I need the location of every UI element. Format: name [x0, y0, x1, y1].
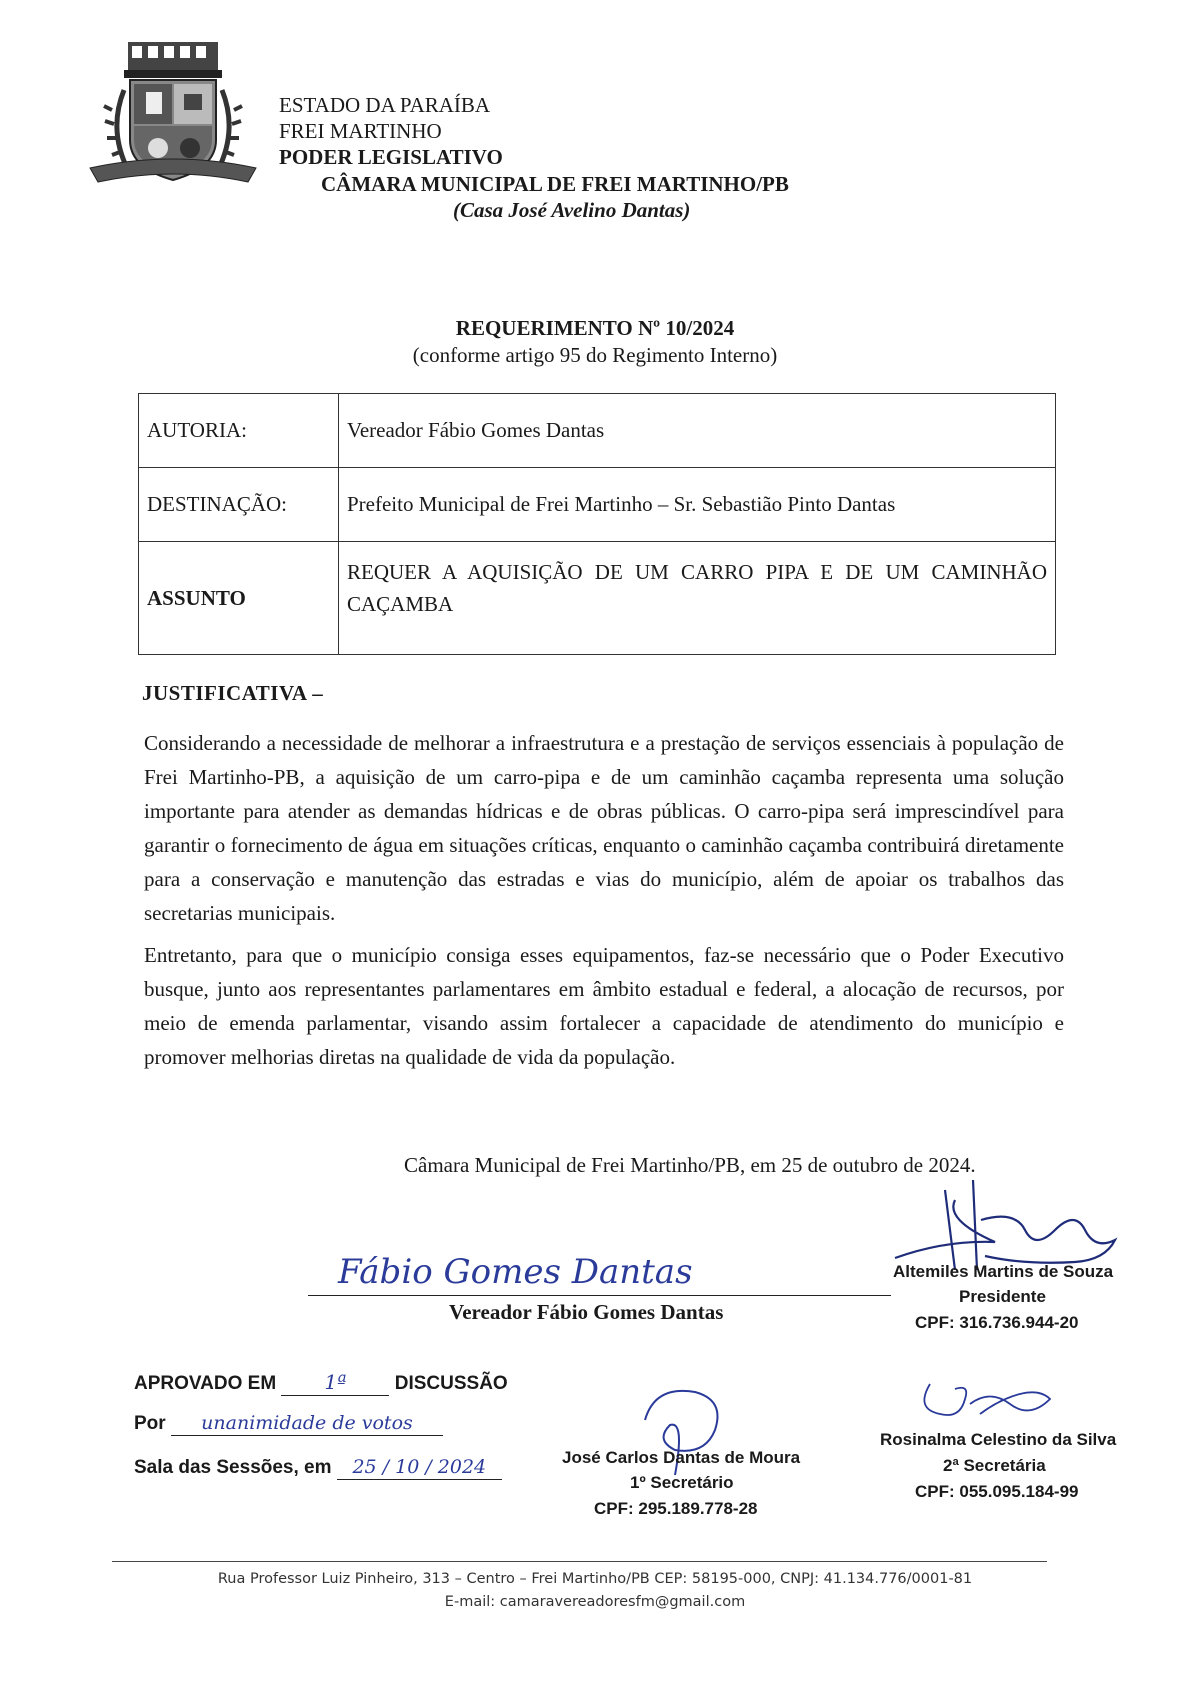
footer-address: Rua Professor Luiz Pinheiro, 313 – Centro – Frei Martinho/PB CEP: 58195-000, CNPJ: 41.134.776/0001-81	[217, 1571, 973, 1587]
secretary2-signature-scribble	[910, 1374, 1060, 1434]
president-role: Presidente	[959, 1287, 1046, 1306]
approval-prefix: APROVADO EM	[134, 1373, 277, 1394]
document-subtitle: (conforme artigo 95 do Regimento Interno)	[412, 343, 778, 367]
approval-line-3	[134, 1456, 502, 1480]
assunto-value: REQUER A AQUISIÇÃO DE UM CARRO PIPA E DE UM CAMINHÃO CAÇAMBA	[347, 560, 1047, 616]
session-date-value: 25 / 10 / 2024	[352, 1456, 487, 1478]
approval-by-value: unanimidade de votos	[201, 1412, 413, 1434]
table-row-destinacao	[139, 468, 1055, 542]
justificativa-heading: JUSTIFICATIVA –	[142, 681, 324, 705]
approval-line-2	[134, 1412, 443, 1436]
table-row-assunto	[139, 542, 1055, 655]
president-name: Altemiles Martins de Souza	[893, 1262, 1114, 1281]
approval-by-prefix: Por	[134, 1413, 166, 1434]
justificativa-paragraph-1: Considerando a necessidade de melhorar a infraestrutura e a prestação de serviços essenciais à população de Frei Martinho-PB, a aquisição de um carro-pipa e de um caminhão caçamba representa uma solução importante para atender as demandas hídricas e de obras públicas. O carro-pipa será imprescindível para garantir o fornecimento de água em situações críticas, enquanto o caminhão caçamba contribuirá diretamente para a conservação e manutenção das estradas e vias do município, além de apoiar os trabalhos das secretarias municipais.	[144, 731, 1064, 925]
autoria-label: AUTORIA:	[139, 394, 339, 467]
secretary1-role: 1º Secretário	[630, 1473, 734, 1492]
secretary2-cpf: CPF: 055.095.184-99	[915, 1482, 1079, 1501]
branch-name: PODER LEGISLATIVO	[279, 145, 503, 169]
coat-of-arms-logo	[88, 40, 258, 190]
table-row-autoria	[139, 394, 1055, 468]
state-name: ESTADO DA PARAÍBA	[279, 93, 491, 117]
author-signature-line	[308, 1295, 891, 1296]
secretary2-role: 2ª Secretária	[943, 1456, 1046, 1475]
author-name: Vereador Fábio Gomes Dantas	[449, 1300, 724, 1324]
footer-divider	[112, 1561, 1047, 1562]
secretary1-name: José Carlos Dantas de Moura	[562, 1448, 801, 1467]
author-handwritten-signature: Fábio Gomes Dantas	[338, 1252, 693, 1292]
house-name: (Casa José Avelino Dantas)	[453, 198, 691, 222]
chamber-name: CÂMARA MUNICIPAL DE FREI MARTINHO/PB	[321, 172, 789, 196]
destinacao-label: DESTINAÇÃO:	[139, 468, 339, 541]
city-name: FREI MARTINHO	[279, 119, 442, 143]
secretary1-cpf: CPF: 295.189.778-28	[594, 1499, 758, 1518]
info-table	[138, 393, 1056, 655]
destinacao-value: Prefeito Municipal de Frei Martinho – Sr. Sebastião Pinto Dantas	[347, 492, 896, 516]
president-cpf: CPF: 316.736.944-20	[915, 1313, 1079, 1332]
document-title: REQUERIMENTO Nº 10/2024	[455, 316, 735, 340]
justificativa-paragraph-2: Entretanto, para que o município consiga esses equipamentos, faz-se necessário que o Poder Executivo busque, junto aos representantes parlamentares em âmbito estadual e federal, a alocação de recursos, por meio de emenda parlamentar, visando assim fortalecer a capacidade de atendimento do município e promover melhorias diretas na qualidade de vida da população.	[144, 943, 1064, 1069]
approval-discussion-value: 1ª	[324, 1370, 347, 1394]
autoria-value: Vereador Fábio Gomes Dantas	[347, 418, 605, 442]
assunto-label: ASSUNTO	[139, 542, 339, 655]
place-date: Câmara Municipal de Frei Martinho/PB, em 25 de outubro de 2024.	[404, 1153, 976, 1177]
footer-email: E-mail: camaravereadoresfm@gmail.com	[444, 1594, 746, 1610]
approval-suffix: DISCUSSÃO	[394, 1373, 508, 1394]
approval-line-1	[134, 1370, 508, 1396]
secretary2-name: Rosinalma Celestino da Silva	[880, 1430, 1117, 1449]
session-date-prefix: Sala das Sessões, em	[134, 1457, 332, 1478]
